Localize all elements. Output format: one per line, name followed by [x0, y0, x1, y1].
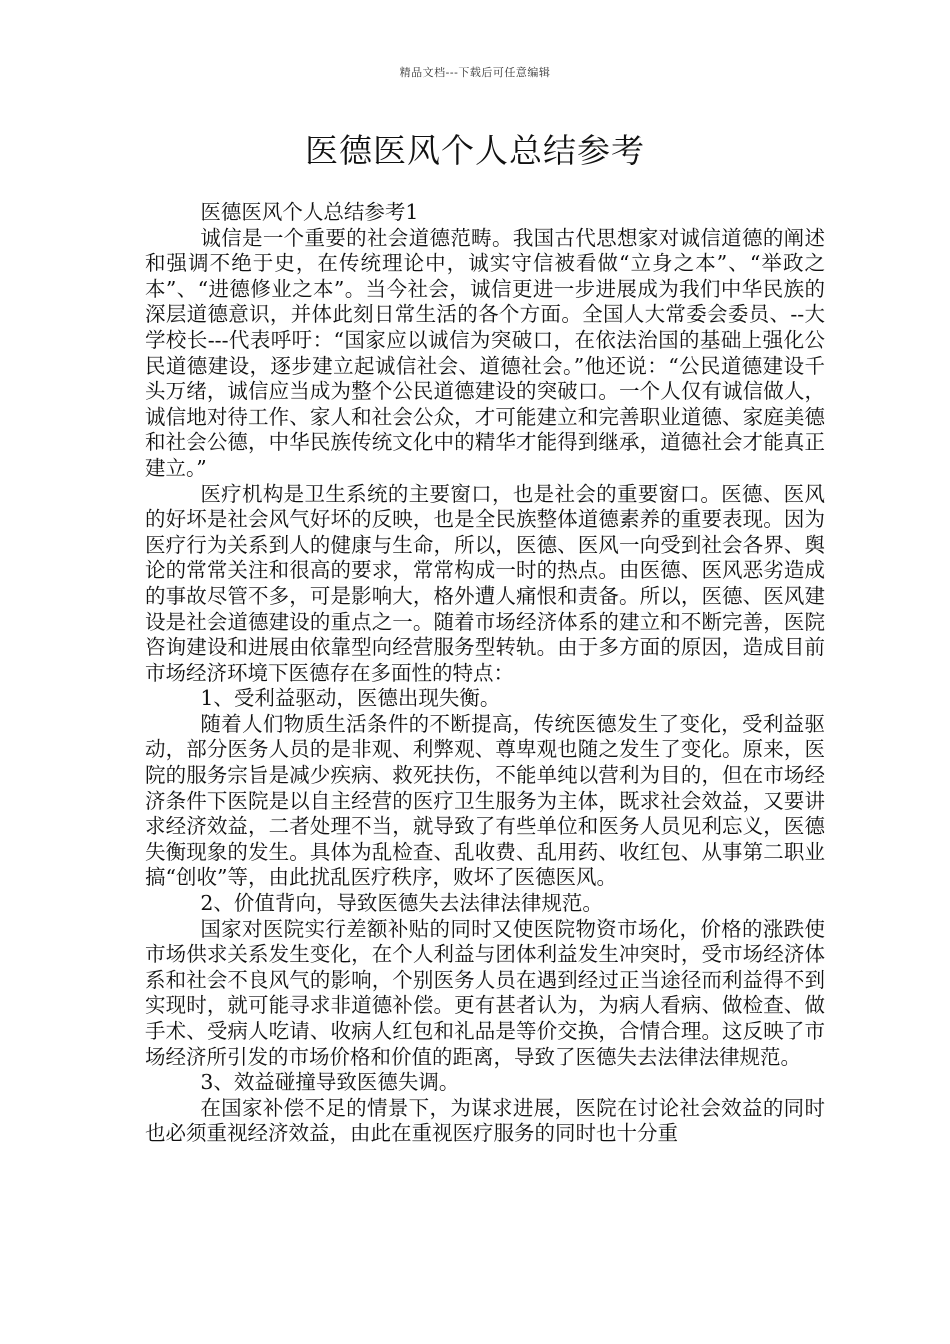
paragraph-integrity: 诚信是一个重要的社会道德范畴。我国古代思想家对诚信道德的阐述和强调不绝于史，在传统理论中，诚实守信被看做“立身之本”、“举政之本”、“进德修业之本”。当今社会，诚信更进一步进展成为我们中华民族的深层道德意识，并体此刻日常生活的各个方面。全国人大常委会委员、--大学校长---代表呼吁：“国家应以诚信为突破口，在依法治国的基础上强化公民道德建设，逐步建立起诚信社会、道德社会。”他还说：“公民道德建设千头万绪，诚信应当成为整个公民道德建设的突破口。一个人仅有诚信做人，诚信地对待工作、家人和社会公众，才可能建立和完善职业道德、家庭美德和社会公德，中华民族传统文化中的精华才能得到继承，道德社会才能真正建立。”	[145, 225, 825, 480]
paragraph-interest-driven: 随着人们物质生活条件的不断提高，传统医德发生了变化，受利益驱动，部分医务人员的是非观、利弊观、尊卑观也随之发生了变化。原来，医院的服务宗旨是减少疾病、救死扶伤，不能单纯以营利为目的，但在市场经济条件下医院是以自主经营的医疗卫生服务为主体，既求社会效益，又要讲求经济效益，二者处理不当，就导致了有些单位和医务人员见利忘义，医德失衡现象的发生。具体为乱检查、乱收费、乱用药、收红包、从事第二职业搞“创收”等，由此扰乱医疗秩序，败坏了医德医风。	[145, 711, 825, 890]
section-heading-2: 2、价值背向，导致医德失去法律法律规范。	[200, 891, 603, 916]
document-subtitle: 医德医风个人总结参考1	[200, 200, 419, 224]
section-heading-1: 1、受利益驱动，医德出现失衡。	[200, 686, 501, 711]
document-body	[145, 200, 825, 1147]
paragraph-value-deviation: 国家对医院实行差额补贴的同时又使医院物资市场化，价格的涨跌使市场供求关系发生变化，在个人利益与团体利益发生冲突时，受市场经济体系和社会不良风气的影响，个别医务人员在遇到经过正当途径而利益得不到实现时，就可能寻求非道德补偿。更有甚者认为，为病人看病、做检查、做手术、受病人吃请、收病人红包和礼品是等价交换，合情合理。这反映了市场经济所引发的市场价格和价值的距离，导致了医德失去法律法律规范。	[145, 916, 825, 1069]
document-title: 医德医风个人总结参考	[305, 131, 645, 170]
paragraph-benefit-collision: 在国家补偿不足的情景下，为谋求进展，医院在讨论社会效益的同时也必须重视经济效益，由此在重视医疗服务的同时也十分重	[145, 1095, 825, 1146]
section-heading-3: 3、效益碰撞导致医德失调。	[200, 1070, 460, 1095]
paragraph-medical-institutions: 医疗机构是卫生系统的主要窗口，也是社会的重要窗口。医德、医风的好坏是社会风气好坏的反映，也是全民族整体道德素养的重要表现。因为医疗行为关系到人的健康与生命，所以，医德、医风一向受到社会各界、舆论的常常关注和很高的要求，常常构成一时的热点。由医德、医风恶劣造成的事故尽管不多，可是影响大，格外遭人痛恨和责备。所以，医德、医风建设是社会道德建设的重点之一。随着市场经济体系的建立和不断完善，医院咨询建设和进展由依靠型向经营服务型转轨。由于多方面的原因，造成目前市场经济环境下医德存在多面性的特点：	[145, 481, 825, 685]
header-note: 精品文档---下载后可任意编辑	[399, 66, 551, 79]
